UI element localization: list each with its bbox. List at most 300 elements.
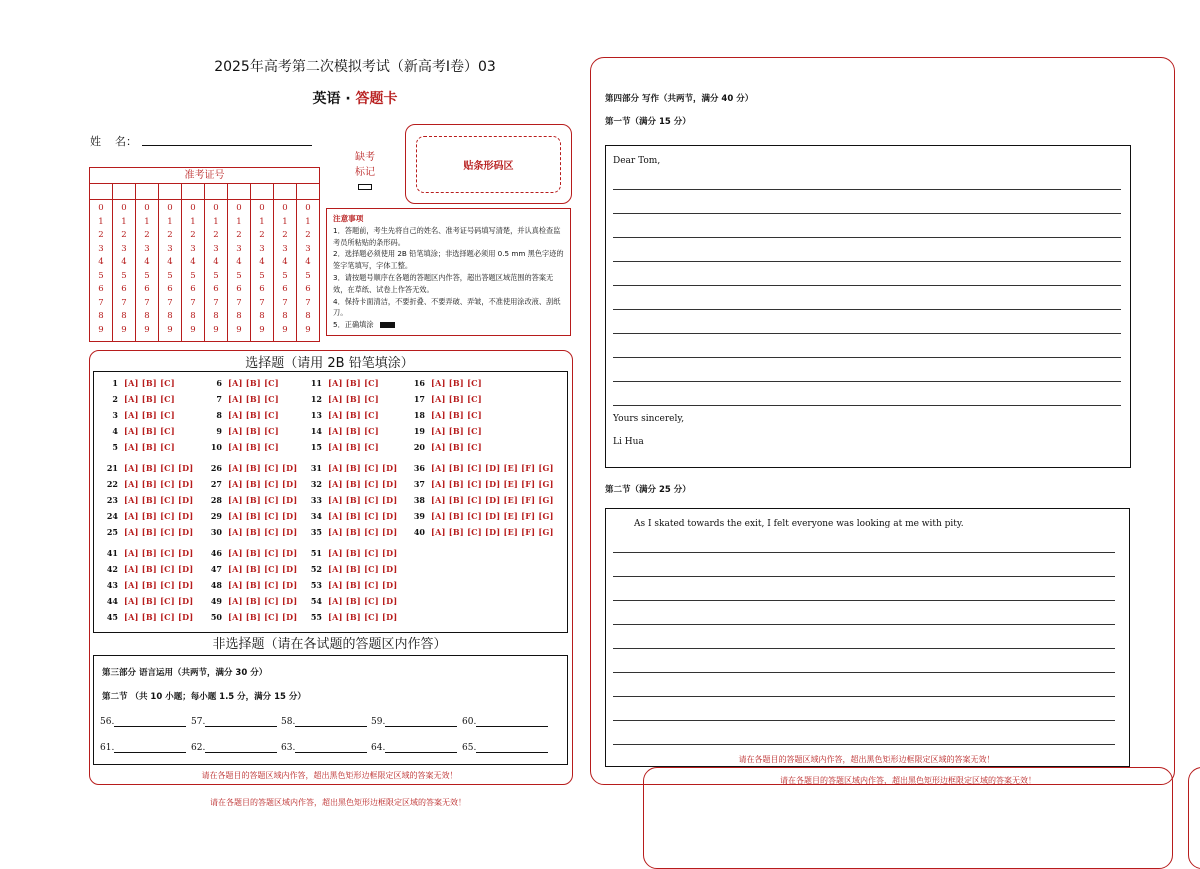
question-number: 49 — [210, 596, 222, 606]
exam-id-digit-bubble[interactable]: 5 — [190, 270, 196, 281]
writing-line — [613, 600, 1115, 601]
blank-number: 62. — [191, 743, 206, 753]
answer-options[interactable]: [A] [B] [C] [D] — [328, 612, 398, 622]
exam-id-digit-bubble[interactable]: 8 — [121, 311, 127, 321]
question-item — [308, 580, 397, 590]
question-number: 36 — [413, 463, 425, 473]
writing-line — [613, 576, 1115, 577]
blank-number: 63. — [281, 743, 296, 753]
writing-line — [613, 189, 1121, 190]
answer-options[interactable]: [A] [B] [C] — [328, 378, 379, 388]
question-item — [104, 495, 193, 505]
question-item — [411, 410, 482, 420]
exam-id-digit-bubble[interactable]: 3 — [282, 243, 288, 254]
blank-line[interactable] — [476, 716, 548, 727]
answer-options[interactable]: [A] [B] [C] — [328, 442, 379, 452]
notice-title: 注意事项 — [333, 214, 364, 223]
question-item — [104, 463, 193, 473]
letter-greeting: Dear Tom, — [613, 156, 661, 166]
question-item — [308, 442, 379, 452]
exam-id-digit-bubble[interactable]: 8 — [213, 311, 219, 321]
writing-line — [613, 285, 1121, 286]
notice-item: 4．保持卡面清洁，不要折叠、不要弄破、弄皱，不准使用涂改液、刮纸刀。 — [333, 296, 561, 318]
question-number: 15 — [310, 442, 322, 452]
answer-options[interactable]: [A] [B] [C] [D] [E] [F] [G] — [431, 511, 554, 521]
writing-line — [613, 333, 1121, 334]
exam-id-digit-bubble[interactable]: 3 — [236, 243, 242, 254]
exam-id-digit-bubble[interactable]: 1 — [190, 216, 196, 227]
exam-id-digit-bubble[interactable]: 9 — [144, 324, 150, 335]
exam-id-digit-bubble[interactable]: 9 — [167, 324, 173, 335]
exam-id-digit-bubble[interactable]: 0 — [190, 203, 196, 213]
exam-id-digit-bubble[interactable]: 2 — [144, 230, 150, 240]
notice-item: 1．答题前，考生先将自己的姓名、准考证号码填写清楚，并认真检查监考员所粘贴的条形码。 — [333, 225, 561, 247]
exam-id-digit-bubble[interactable]: 5 — [121, 270, 127, 281]
question-number: 22 — [106, 479, 118, 489]
question-item — [104, 426, 175, 436]
answer-options[interactable]: [A] [B] [C] [D] — [328, 463, 398, 473]
exam-id-write-cells[interactable] — [90, 184, 319, 200]
writing-line — [613, 720, 1115, 721]
fill-blank[interactable] — [191, 742, 277, 753]
exam-id-digit-bubble[interactable]: 4 — [259, 257, 265, 267]
exam-id-digit-bubble[interactable]: 8 — [259, 311, 265, 321]
question-item — [308, 612, 397, 622]
fill-blank[interactable] — [371, 716, 457, 727]
answer-options[interactable]: [A] [B] [C] [D] — [328, 564, 398, 574]
exam-id-digit-bubble[interactable]: 0 — [167, 203, 173, 213]
exam-id-digit-bubble[interactable]: 7 — [236, 297, 242, 308]
question-number: 45 — [106, 612, 118, 622]
absent-label-1: 缺考 — [355, 152, 375, 163]
part3-box — [93, 655, 568, 765]
question-item — [208, 511, 297, 521]
exam-id-digit-bubble[interactable]: 2 — [259, 230, 265, 240]
exam-id-digit-bubble[interactable]: 7 — [305, 297, 311, 308]
answer-options[interactable]: [A] [B] [C] [D] — [124, 548, 194, 558]
exam-id-digit-bubble[interactable]: 9 — [98, 324, 104, 335]
answer-options[interactable]: [A] [B] [C] — [431, 410, 482, 420]
exam-id-digit-bubble[interactable]: 5 — [282, 270, 288, 281]
notice-item-5-text: 5．正确填涂 — [333, 320, 374, 330]
blank-number: 58. — [281, 717, 296, 727]
blank-line[interactable] — [385, 742, 457, 753]
exam-id-digit-bubble[interactable]: 7 — [98, 297, 104, 308]
answer-options[interactable]: [A] [B] [C] [D] [E] [F] [G] — [431, 495, 554, 505]
answer-options[interactable]: [A] [B] [C] — [328, 394, 379, 404]
exam-id-bubble-columns[interactable] — [90, 200, 319, 341]
exam-id-digit-bubble[interactable]: 7 — [259, 297, 265, 308]
question-number: 38 — [413, 495, 425, 505]
answer-options[interactable]: [A] [B] [C] — [124, 442, 175, 452]
exam-id-digit-bubble[interactable]: 4 — [190, 257, 196, 267]
question-item — [208, 580, 297, 590]
fill-blank[interactable] — [371, 742, 457, 753]
exam-id-digit-bubble[interactable]: 8 — [282, 311, 288, 321]
answer-options[interactable]: [A] [B] [C] — [431, 378, 482, 388]
question-item — [208, 442, 279, 452]
exam-id-digit-bubble[interactable]: 7 — [121, 297, 127, 308]
answer-options[interactable]: [A] [B] [C] [D] — [228, 495, 298, 505]
blank-number: 56. — [100, 717, 115, 727]
exam-id-write-cell[interactable] — [297, 184, 319, 199]
answer-options[interactable]: [A] [B] [C] [D] — [228, 527, 298, 537]
question-item — [104, 511, 193, 521]
question-number: 54 — [310, 596, 322, 606]
exam-id-digit-bubble[interactable]: 6 — [121, 284, 127, 294]
exam-id-digit-bubble[interactable]: 0 — [121, 203, 127, 213]
blank-line[interactable] — [114, 716, 186, 727]
blank-line[interactable] — [385, 716, 457, 727]
notice-item-5 — [333, 319, 564, 331]
blank-line[interactable] — [476, 742, 548, 753]
answer-options[interactable]: [A] [B] [C] [D] — [328, 548, 398, 558]
exam-id-digit-bubble[interactable]: 2 — [121, 230, 127, 240]
exam-id-digit-bubble[interactable]: 8 — [98, 311, 104, 321]
question-number: 24 — [106, 511, 118, 521]
question-item — [411, 511, 554, 521]
question-number: 42 — [106, 564, 118, 574]
question-item — [208, 426, 279, 436]
letter-writing-box[interactable] — [605, 145, 1131, 468]
exam-id-write-cell[interactable] — [113, 184, 136, 199]
question-item — [411, 479, 554, 489]
exam-id-write-cell[interactable] — [251, 184, 274, 199]
exam-id-digit-bubble[interactable]: 5 — [259, 270, 265, 281]
exam-id-digit-bubble[interactable]: 5 — [167, 270, 173, 281]
exam-id-digit-bubble[interactable]: 6 — [305, 284, 311, 294]
answer-options[interactable]: [A] [B] [C] — [228, 426, 279, 436]
exam-id-digit-bubble[interactable]: 4 — [98, 257, 104, 267]
question-item — [208, 612, 297, 622]
exam-id-write-cell[interactable] — [136, 184, 159, 199]
question-number: 20 — [413, 442, 425, 452]
non-choice-heading: 非选择题（请在各试题的答题区内作答） — [212, 637, 447, 652]
subject-label: 英语 — [312, 91, 341, 107]
blank-number: 57. — [191, 717, 206, 727]
exam-id-digit-bubble[interactable]: 4 — [213, 257, 219, 267]
subtitle-separator: · — [345, 91, 351, 107]
question-number: 17 — [413, 394, 425, 404]
answer-options[interactable]: [A] [B] [C] [D] — [124, 495, 194, 505]
exam-id-digit-bubble[interactable]: 1 — [282, 216, 288, 227]
question-item — [208, 463, 297, 473]
question-item — [308, 378, 379, 388]
warning-text: 请在各题目的答题区域内作答，超出黑色矩形边框限定区域的答案无效！ — [201, 771, 458, 780]
exam-id-digit-bubble[interactable]: 6 — [282, 284, 288, 294]
fill-blank[interactable] — [281, 742, 367, 753]
exam-id-digit-bubble[interactable]: 5 — [213, 270, 219, 281]
exam-id-digit-bubble[interactable]: 1 — [259, 216, 265, 227]
answer-options[interactable]: [A] [B] [C] — [124, 378, 175, 388]
warning-text: 请在各题目的答题区域内作答，超出黑色矩形边框限定区域的答案无效！ — [738, 755, 995, 764]
exam-id-digit-bubble[interactable]: 8 — [167, 311, 173, 321]
exam-id-digit-bubble[interactable]: 4 — [167, 257, 173, 267]
question-number: 51 — [310, 548, 322, 558]
blank-line[interactable] — [114, 742, 186, 753]
exam-id-digit-bubble[interactable]: 6 — [213, 284, 219, 294]
question-number: 21 — [106, 463, 118, 473]
exam-id-digit-bubble[interactable]: 2 — [305, 230, 311, 240]
exam-id-digit-bubble[interactable]: 2 — [213, 230, 219, 240]
exam-id-digit-bubble[interactable]: 0 — [236, 203, 242, 213]
exam-id-write-cell[interactable] — [274, 184, 297, 199]
exam-id-digit-bubble[interactable]: 2 — [167, 230, 173, 240]
exam-id-digit-bubble[interactable]: 1 — [236, 216, 242, 227]
exam-id-write-cell[interactable] — [159, 184, 182, 199]
exam-id-column — [182, 200, 205, 341]
answer-options[interactable]: [A] [B] [C] [D] — [228, 612, 298, 622]
exam-id-digit-bubble[interactable]: 3 — [98, 243, 104, 254]
writing-line — [613, 552, 1115, 553]
absent-checkbox[interactable] — [358, 184, 372, 190]
exam-id-digit-bubble[interactable]: 2 — [282, 230, 288, 240]
exam-id-column — [113, 200, 136, 341]
exam-id-digit-bubble[interactable]: 2 — [98, 230, 104, 240]
exam-id-digit-bubble[interactable]: 9 — [305, 324, 311, 335]
exam-id-digit-bubble[interactable]: 3 — [167, 243, 173, 254]
part4-sec2-heading: 第二节（满分 25 分） — [605, 485, 691, 495]
question-item — [411, 394, 482, 404]
question-item — [104, 596, 193, 606]
answer-options[interactable]: [A] [B] [C] — [328, 410, 379, 420]
blank-line[interactable] — [295, 742, 367, 753]
writing-line — [613, 648, 1115, 649]
answer-options[interactable]: [A] [B] [C] [D] — [228, 580, 298, 590]
blank-line[interactable] — [205, 716, 277, 727]
exam-id-digit-bubble[interactable]: 2 — [236, 230, 242, 240]
question-number: 1 — [112, 378, 118, 388]
exam-id-digit-bubble[interactable]: 4 — [121, 257, 127, 267]
exam-id-digit-bubble[interactable]: 5 — [236, 270, 242, 281]
question-number: 3 — [112, 410, 118, 420]
question-number: 34 — [310, 511, 322, 521]
exam-id-digit-bubble[interactable]: 3 — [305, 243, 311, 254]
question-number: 43 — [106, 580, 118, 590]
question-number: 52 — [310, 564, 322, 574]
answer-options[interactable]: [A] [B] [C] [D] — [328, 596, 398, 606]
exam-id-digit-bubble[interactable]: 7 — [213, 297, 219, 308]
answer-options[interactable]: [A] [B] [C] [D] — [228, 463, 298, 473]
warning-text: 请在各题目的答题区域内作答，超出黑色矩形边框限定区域的答案无效！ — [780, 776, 1036, 785]
exam-id-digit-bubble[interactable]: 6 — [98, 284, 104, 294]
exam-id-digit-bubble[interactable]: 1 — [305, 216, 311, 227]
answer-options[interactable]: [A] [B] [C] [D] — [124, 596, 194, 606]
answer-options[interactable]: [A] [B] [C] [D] — [124, 463, 194, 473]
answer-options[interactable]: [A] [B] [C] [D] — [328, 527, 398, 537]
question-number: 47 — [210, 564, 222, 574]
answer-options[interactable]: [A] [B] [C] [D] [E] [F] [G] — [431, 479, 554, 489]
story-opening-sentence: As I skated towards the exit, I felt everyone was looking at me with pity. — [634, 519, 964, 529]
question-number: 41 — [106, 548, 118, 558]
exam-id-digit-bubble[interactable]: 0 — [305, 203, 311, 213]
answer-options[interactable]: [A] [B] [C] — [431, 426, 482, 436]
exam-id-digit-bubble[interactable]: 6 — [259, 284, 265, 294]
exam-id-digit-bubble[interactable]: 1 — [167, 216, 173, 227]
question-number: 39 — [413, 511, 425, 521]
question-item — [308, 495, 397, 505]
question-number: 14 — [310, 426, 322, 436]
blank-line[interactable] — [295, 716, 367, 727]
answer-options[interactable]: [A] [B] [C] [D] — [124, 564, 194, 574]
question-item — [411, 426, 482, 436]
exam-id-digit-bubble[interactable]: 4 — [236, 257, 242, 267]
exam-id-digit-bubble[interactable]: 8 — [144, 311, 150, 321]
barcode-area — [405, 124, 572, 204]
exam-id-column — [136, 200, 159, 341]
answer-options[interactable]: [A] [B] [C] [D] — [124, 527, 194, 537]
answer-options[interactable]: [A] [B] [C] — [228, 442, 279, 452]
answer-options[interactable]: [A] [B] [C] [D] — [124, 612, 194, 622]
exam-id-digit-bubble[interactable]: 4 — [305, 257, 311, 267]
answer-options[interactable]: [A] [B] [C] — [228, 394, 279, 404]
writing-line — [613, 237, 1121, 238]
exam-id-digit-bubble[interactable]: 9 — [213, 324, 219, 335]
question-number: 10 — [210, 442, 222, 452]
exam-id-write-cell[interactable] — [205, 184, 228, 199]
answer-options[interactable]: [A] [B] [C] [D] — [328, 479, 398, 489]
fill-blank[interactable] — [100, 742, 186, 753]
answer-options[interactable]: [A] [B] [C] [D] [E] [F] [G] — [431, 463, 554, 473]
answer-options[interactable]: [A] [B] [C] [D] — [228, 511, 298, 521]
answer-card-label: 答题卡 — [355, 91, 398, 107]
question-item — [208, 394, 279, 404]
exam-id-digit-bubble[interactable]: 3 — [190, 243, 196, 254]
fill-blank[interactable] — [281, 716, 367, 727]
exam-id-digit-bubble[interactable]: 5 — [305, 270, 311, 281]
exam-id-digit-bubble[interactable]: 3 — [213, 243, 219, 254]
question-number: 28 — [210, 495, 222, 505]
question-item — [208, 479, 297, 489]
question-number: 25 — [106, 527, 118, 537]
fill-blank[interactable] — [462, 742, 548, 753]
question-item — [104, 479, 193, 489]
exam-id-digit-bubble[interactable]: 9 — [282, 324, 288, 335]
answer-options[interactable]: [A] [B] [C] [D] [E] [F] [G] — [431, 527, 554, 537]
exam-id-digit-bubble[interactable]: 8 — [236, 311, 242, 321]
answer-options[interactable]: [A] [B] [C] — [124, 394, 175, 404]
exam-id-digit-bubble[interactable]: 1 — [98, 216, 104, 227]
exam-id-digit-bubble[interactable]: 6 — [190, 284, 196, 294]
letter-signature: Li Hua — [613, 437, 644, 447]
exam-id-digit-bubble[interactable]: 0 — [213, 203, 219, 213]
exam-id-digit-bubble[interactable]: 8 — [190, 311, 196, 321]
exam-id-digit-bubble[interactable]: 9 — [236, 324, 242, 335]
exam-id-digit-bubble[interactable]: 1 — [213, 216, 219, 227]
question-item — [104, 612, 193, 622]
exam-id-digit-bubble[interactable]: 5 — [98, 270, 104, 281]
answer-options[interactable]: [A] [B] [C] — [124, 426, 175, 436]
answer-options[interactable]: [A] [B] [C] [D] — [228, 548, 298, 558]
answer-options[interactable]: [A] [B] [C] [D] — [328, 495, 398, 505]
fill-blank[interactable] — [462, 716, 548, 727]
exam-id-digit-bubble[interactable]: 7 — [144, 297, 150, 308]
exam-id-digit-bubble[interactable]: 0 — [98, 203, 104, 213]
exam-id-digit-bubble[interactable]: 6 — [167, 284, 173, 294]
name-field[interactable] — [142, 144, 312, 146]
question-number: 13 — [310, 410, 322, 420]
answer-options[interactable]: [A] [B] [C] — [228, 410, 279, 420]
writing-line — [613, 309, 1121, 310]
exam-id-digit-bubble[interactable]: 0 — [144, 203, 150, 213]
exam-id-write-cell[interactable] — [228, 184, 251, 199]
exam-id-digit-bubble[interactable]: 1 — [144, 216, 150, 227]
question-item — [308, 410, 379, 420]
question-number: 50 — [210, 612, 222, 622]
exam-id-digit-bubble[interactable]: 4 — [144, 257, 150, 267]
answer-options[interactable]: [A] [B] [C] [D] — [124, 479, 194, 489]
answer-options[interactable]: [A] [B] [C] [D] — [124, 511, 194, 521]
blank-line[interactable] — [205, 742, 277, 753]
edge-page-section — [1188, 767, 1200, 869]
exam-id-digit-bubble[interactable]: 4 — [282, 257, 288, 267]
question-number: 29 — [210, 511, 222, 521]
question-item — [308, 548, 397, 558]
exam-id-digit-bubble[interactable]: 3 — [121, 243, 127, 254]
exam-id-digit-bubble[interactable]: 1 — [121, 216, 127, 227]
page-title: 2025年高考第二次模拟考试（新高考Ⅰ卷）03 — [214, 59, 496, 75]
exam-id-digit-bubble[interactable]: 0 — [282, 203, 288, 213]
writing-line — [613, 357, 1121, 358]
question-item — [308, 527, 397, 537]
card-subtitle — [260, 88, 450, 108]
answer-options[interactable]: [A] [B] [C] [D] — [228, 479, 298, 489]
fill-blank[interactable] — [191, 716, 277, 727]
continuation-writing-box[interactable] — [605, 508, 1130, 767]
writing-line — [613, 672, 1115, 673]
answer-options[interactable]: [A] [B] [C] [D] — [228, 596, 298, 606]
exam-id-digit-bubble[interactable]: 5 — [144, 270, 150, 281]
answer-options[interactable]: [A] [B] [C] — [431, 394, 482, 404]
question-number: 33 — [310, 495, 322, 505]
exam-id-write-cell[interactable] — [90, 184, 113, 199]
answer-options[interactable]: [A] [B] [C] [D] — [124, 580, 194, 590]
exam-id-digit-bubble[interactable]: 3 — [259, 243, 265, 254]
question-item — [208, 410, 279, 420]
exam-id-digit-bubble[interactable]: 7 — [167, 297, 173, 308]
question-number: 9 — [216, 426, 222, 436]
question-item — [308, 596, 397, 606]
exam-id-digit-bubble[interactable]: 2 — [190, 230, 196, 240]
answer-options[interactable]: [A] [B] [C] — [431, 442, 482, 452]
fill-blank[interactable] — [100, 716, 186, 727]
question-item — [411, 378, 482, 388]
answer-options[interactable]: [A] [B] [C] — [124, 410, 175, 420]
exam-id-digit-bubble[interactable]: 7 — [190, 297, 196, 308]
question-item — [308, 463, 397, 473]
answer-options[interactable]: [A] [B] [C] [D] — [328, 580, 398, 590]
letter-closing: Yours sincerely, — [613, 414, 685, 424]
question-number: 8 — [216, 410, 222, 420]
exam-id-digit-bubble[interactable]: 6 — [236, 284, 242, 294]
exam-id-digit-bubble[interactable]: 0 — [259, 203, 265, 213]
exam-id-digit-bubble[interactable]: 8 — [305, 311, 311, 321]
exam-id-digit-bubble[interactable]: 7 — [282, 297, 288, 308]
exam-id-digit-bubble[interactable]: 3 — [144, 243, 150, 254]
answer-options[interactable]: [A] [B] [C] [D] — [228, 564, 298, 574]
question-number: 4 — [112, 426, 118, 436]
answer-options[interactable]: [A] [B] [C] [D] — [328, 511, 398, 521]
answer-options[interactable]: [A] [B] [C] — [328, 426, 379, 436]
exam-id-digit-bubble[interactable]: 9 — [121, 324, 127, 335]
blank-number: 64. — [371, 743, 386, 753]
exam-id-digit-bubble[interactable]: 9 — [190, 324, 196, 335]
answer-options[interactable]: [A] [B] [C] — [228, 378, 279, 388]
exam-id-digit-bubble[interactable]: 9 — [259, 324, 265, 335]
exam-id-digit-bubble[interactable]: 6 — [144, 284, 150, 294]
question-item — [104, 394, 175, 404]
exam-id-write-cell[interactable] — [182, 184, 205, 199]
